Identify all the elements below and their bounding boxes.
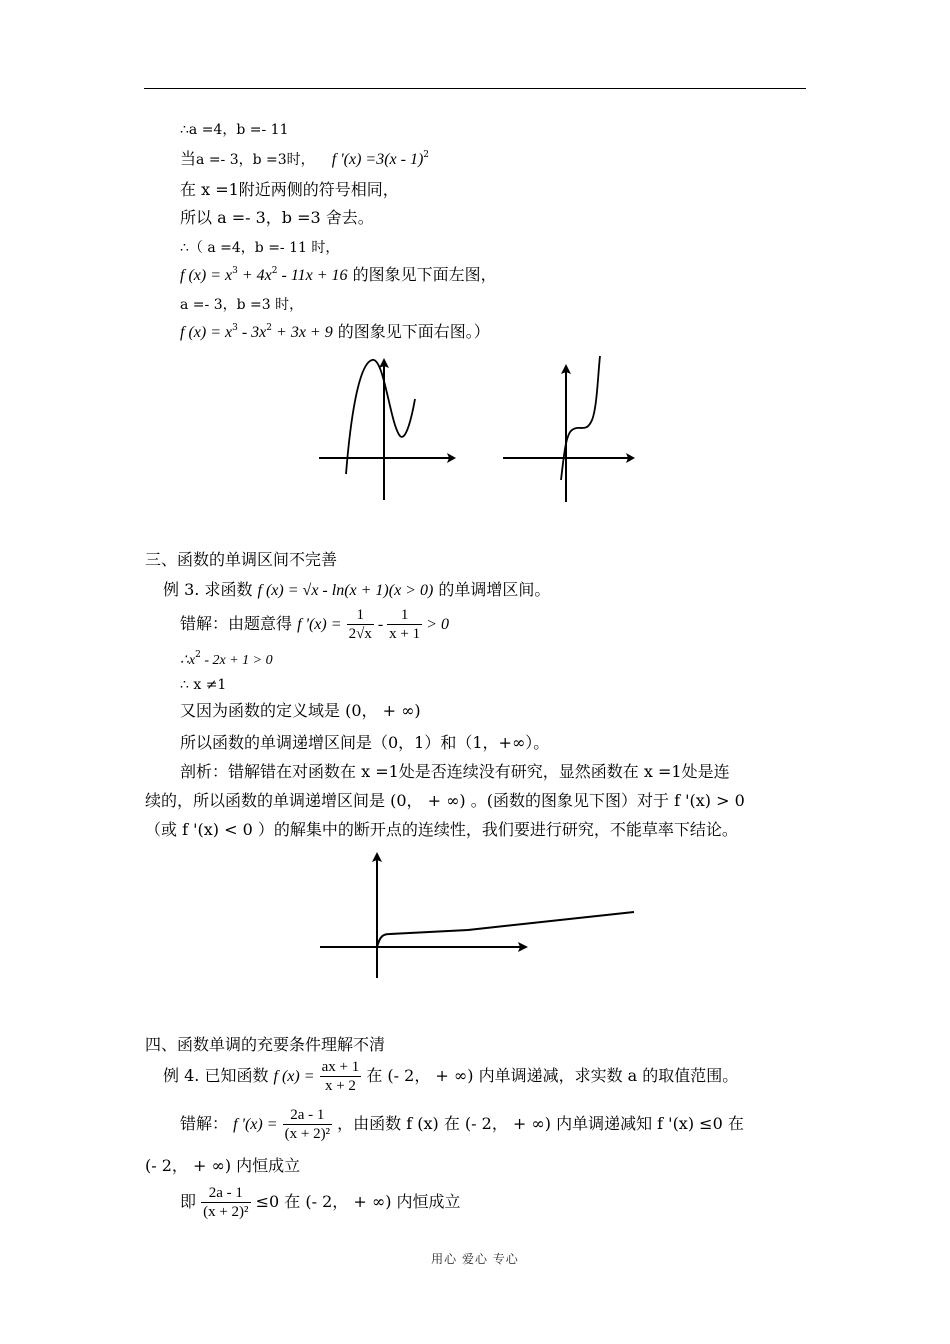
wrong-solution-2-cont: (- 2， + ∞) 内恒成立 (145, 1156, 301, 1175)
graph-cubic-left (316, 354, 466, 504)
line-2: 当a =- 3，b =3时， f '(x) =3(x - 1)$^2$ (180, 149, 430, 168)
line-4: 所以 a =- 3，b =3 舍去。 (180, 208, 374, 227)
line-6: f $(x) = x^3 + 4x^2 - 11x + 16$ 的图象见下面左图， (180, 265, 497, 284)
therefore-1: $\therefore x^2 - 2x + 1 > 0$ (180, 650, 273, 668)
analysis-line-3: （或 f '(x) < 0 ）的解集中的断开点的连续性，我们要进行研究，不能草率下结论。 (145, 820, 738, 839)
curve-sqrt-ln (377, 912, 634, 947)
example-4: 例 4. 已知函数 f (x) = $\frac{ax + 1}{x + 2}$ 在 (- 2， + ∞) 内单调递减，求实数 a 的取值范围。 (163, 1059, 739, 1094)
curve-cubic-left (346, 360, 415, 474)
line-7: a =- 3，b =3 时， (180, 297, 304, 313)
wrong-solution-2: 错解： f '(x) = $\frac{2a - 1}{\text{(x + 2)²}}$ ，由函数 f (x) 在 (- 2， + ∞) 内单调递减知 f '(x) ≤0 在 (180, 1107, 744, 1142)
domain-line: 又因为函数的定义域是 (0， + ∞) (180, 701, 421, 720)
page-footer: 用心 爱心 专心 (431, 1252, 519, 1266)
line-3: 在 x =1附近两侧的符号相同， (180, 180, 399, 199)
fraction-1: $\frac{1}{2√x}$ (348, 607, 372, 642)
fraction-namely: $\frac{2a - 1}{\text{(x + 2)²}}$ (203, 1185, 249, 1220)
wrong-solution-1: 错解：由题意得 f '(x) = $\frac{1}{2√x}$ - $\frac{1}{x + 1}$ > 0 (180, 607, 449, 642)
line-5: ∴（ a =4，b =- 11 时， (180, 240, 340, 256)
analysis-line-1: 剖析：错解错在对函数在 x =1处是否连续没有研究，显然函数在 x =1处是连 (180, 762, 730, 781)
header-rule (144, 88, 806, 89)
fraction-cw2: $\frac{2a - 1}{\text{(x + 2)²}}$ (284, 1107, 331, 1142)
heading-3: 三、函数的单调区间不完善 (145, 550, 338, 569)
therefore-2: ∴ x ≠1 (180, 677, 227, 693)
graph-sqrt-ln (318, 850, 640, 980)
analysis-line-2: 续的，所以函数的单调递增区间是 (0， + ∞) 。(函数的图象见下图）对于 f '(x) > 0 (145, 791, 745, 810)
fraction-ex4: $\frac{ax + 1}{x + 2}$ (321, 1059, 360, 1094)
example-3: 例 3. 求函数 f (x) = √x - ln(x + 1)(x > 0) 的单调增区间。 (163, 580, 551, 599)
namely-line: 即 $\frac{2a - 1}{\text{(x + 2)²}}$ ≤0 在 (- 2， + ∞) 内恒成立 (180, 1185, 461, 1220)
increasing-interval-line: 所以函数的单调递增区间是（0，1）和（1，+∞）。 (180, 733, 550, 752)
fraction-2: $\frac{1}{x + 1}$ (389, 607, 421, 642)
line-8: f $(x) = x^3 - 3x^2 + 3x + 9$ 的图象见下面右图。） (180, 322, 490, 341)
graph-cubic-right (500, 354, 650, 504)
line-1: ∴a =4，b =- 11 (180, 122, 289, 138)
heading-4: 四、函数单调的充要条件理解不清 (145, 1035, 386, 1054)
